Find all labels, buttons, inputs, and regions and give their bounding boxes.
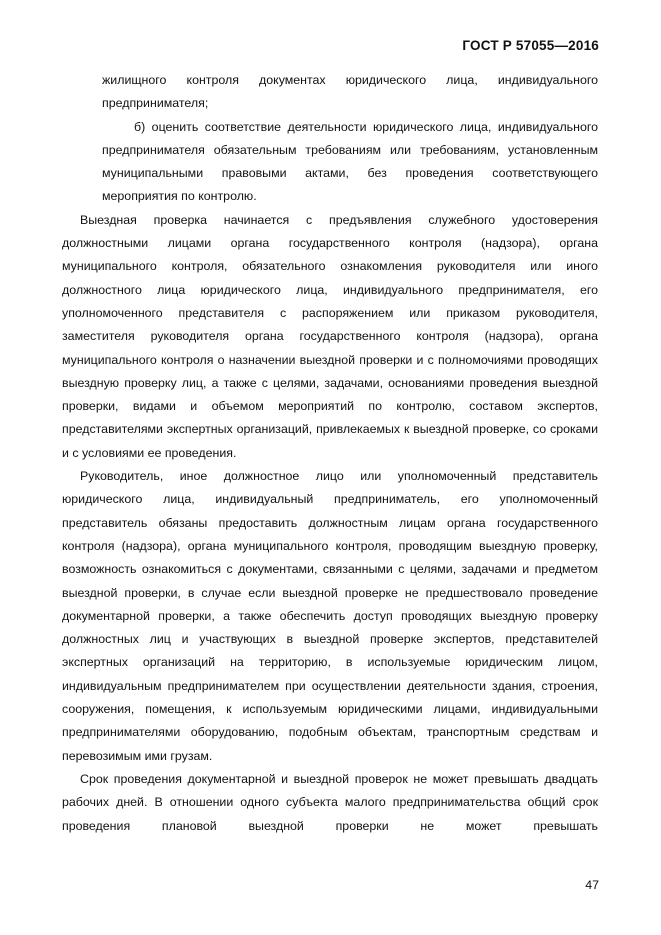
document-body	[62, 69, 598, 838]
paragraph-list-item-b: б) оценить соответствие деятельности юридического лица, индивидуального предпринимателя обязательным требованиям или требованиям, установленным муниципальными правовыми актами, без проведения соответствующего мероприятия по контролю.	[102, 119, 598, 204]
paragraph-obligations: Руководитель, иное должностное лицо или уполномоченный представитель юридического лица, индивидуальный предприниматель, его уполномоченный представитель обязаны предоставить должностным лицам органа государственного контроля (надзора), органа муниципального контроля, проводящим выездную проверку, возможность ознакомиться с документами, связанными с целями, задачами и предметом выездной проверки, в случае если выездной проверке не предшествовало проведение документарной проверки, а также обеспечить доступ проводящих выездную проверку должностных лиц и участвующих в выездной проверке экспертов, представителей экспертных организаций на территорию, в используемые юридическим лицом, индивидуальным предпринимателем при осуществлении деятельности здания, строения, сооружения, помещения, к используемым юридическими лицами, индивидуальными предпринимателями оборудованию, подобным объектам, транспортным средствам и перевозимым ими грузам.	[62, 469, 598, 763]
paragraph-continuation: жилищного контроля документах юридического лица, индивидуального предпринимателя;	[102, 73, 598, 111]
paragraph-onsite-inspection-start: Выездная проверка начинается с предъявления служебного удостоверения должностными лицами органа государственного контроля (надзора), органа муниципального контроля, обязательного ознакомления руководителя или иного должностного лица юридического лица, индивидуального предпринимателя, его уполномоченного представителя с распоряжением или приказом руководителя, заместителя руководителя органа государственного контроля (надзора), органа муниципального контроля о назначении выездной проверки и с полномочиями проводящих выездную проверку лиц, а также с целями, задачами, основаниями проведения выездной проверки, видами и объемом мероприятий по контролю, составом экспертов, представителями экспертных организаций, привлекаемых к выездной проверке, со сроками и с условиями ее проведения.	[62, 212, 598, 460]
document-code-header: ГОСТ Р 57055—2016	[462, 38, 599, 53]
page-number: 47	[585, 878, 599, 892]
paragraph-inspection-duration: Срок проведения документарной и выездной проверок не может превышать двадцать рабочих дней. В отношении одного субъекта малого предпринимательства общий срок проведения плановой выездной проверки не может превышать	[62, 771, 598, 833]
